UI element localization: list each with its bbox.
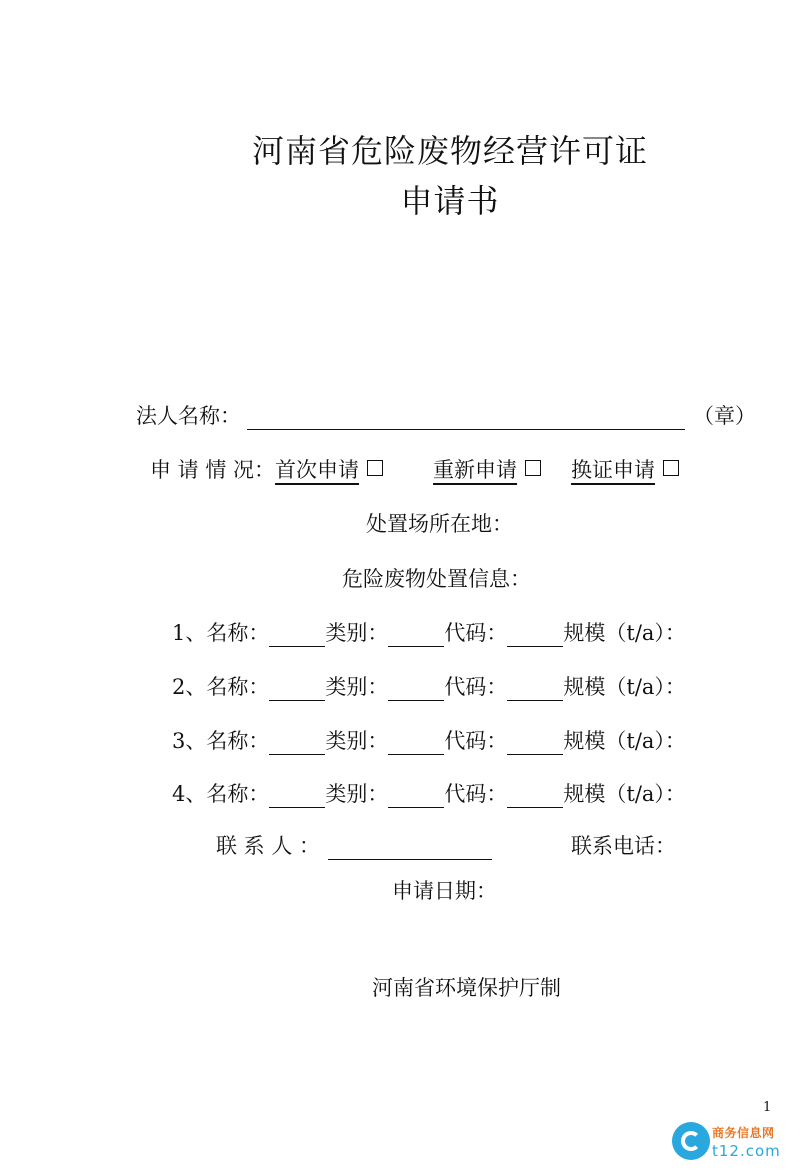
waste-code-label: 代码：	[444, 675, 508, 699]
waste-name-label: 名称：	[206, 675, 270, 699]
application-status-label: 申 请 情 况：	[150, 458, 276, 482]
waste-category-label: 类别：	[325, 675, 389, 699]
waste-name-label: 名称：	[206, 729, 270, 753]
logo-icon	[672, 1122, 710, 1160]
waste-code-field[interactable]	[507, 622, 563, 647]
waste-code-label: 代码：	[444, 782, 508, 806]
contact-person-field[interactable]	[328, 835, 492, 860]
renew-application-checkbox[interactable]	[525, 460, 541, 476]
contact-person-label: 联 系 人 ：	[216, 834, 321, 858]
waste-scale-label: 规模（t/a）：	[563, 729, 686, 753]
waste-code-field[interactable]	[507, 783, 563, 808]
page-number: 1	[763, 1100, 772, 1115]
document-subtitle: 申请书	[400, 182, 500, 220]
disposal-site-label: 处置场所在地：	[366, 512, 513, 536]
issuer-label: 河南省环境保护厅制	[372, 976, 561, 1000]
waste-category-field[interactable]	[388, 676, 444, 701]
seal-label: （章）	[693, 404, 756, 428]
waste-name-field[interactable]	[269, 730, 325, 755]
watermark-brand-en: t12.com	[712, 1142, 781, 1160]
waste-scale-label: 规模（t/a）：	[563, 621, 686, 645]
waste-name-label: 名称：	[206, 621, 270, 645]
legal-person-row	[136, 402, 756, 430]
watermark-brand-cn: 商务信息网	[712, 1126, 775, 1140]
legal-person-label: 法人名称：	[136, 404, 241, 428]
waste-scale-label: 规模（t/a）：	[563, 782, 686, 806]
application-status-row	[150, 456, 679, 484]
waste-code-label: 代码：	[444, 729, 508, 753]
replace-license-checkbox[interactable]	[663, 460, 679, 476]
waste-name-field[interactable]	[269, 676, 325, 701]
waste-code-field[interactable]	[507, 676, 563, 701]
waste-category-label: 类别：	[325, 621, 389, 645]
apply-date-label: 申请日期：	[392, 879, 497, 903]
waste-name-field[interactable]	[269, 783, 325, 808]
waste-row-index: 2、	[172, 675, 207, 699]
waste-code-field[interactable]	[507, 730, 563, 755]
waste-category-field[interactable]	[388, 783, 444, 808]
waste-row	[172, 673, 686, 701]
waste-name-label: 名称：	[206, 782, 270, 806]
document-title: 河南省危险废物经营许可证	[251, 132, 648, 170]
option-replace-label: 换证申请	[571, 458, 656, 482]
waste-category-label: 类别：	[325, 782, 389, 806]
waste-code-label: 代码：	[444, 621, 508, 645]
option-first-label: 首次申请	[275, 458, 360, 482]
waste-category-label: 类别：	[325, 729, 389, 753]
waste-row-index: 4、	[172, 782, 207, 806]
waste-info-label: 危险废物处置信息：	[342, 567, 531, 591]
waste-category-field[interactable]	[388, 622, 444, 647]
waste-row	[172, 780, 686, 808]
waste-row	[172, 727, 686, 755]
waste-row-index: 3、	[172, 729, 207, 753]
legal-person-field[interactable]	[247, 405, 685, 430]
waste-scale-label: 规模（t/a）：	[563, 675, 686, 699]
first-application-checkbox[interactable]	[367, 460, 383, 476]
waste-name-field[interactable]	[269, 622, 325, 647]
waste-row-index: 1、	[172, 621, 207, 645]
contact-phone-label: 联系电话：	[571, 834, 676, 858]
contact-row	[216, 832, 492, 860]
waste-category-field[interactable]	[388, 730, 444, 755]
application-status-options	[275, 458, 679, 482]
watermark	[672, 1120, 792, 1164]
option-renew-label: 重新申请	[433, 458, 518, 482]
waste-row	[172, 619, 686, 647]
